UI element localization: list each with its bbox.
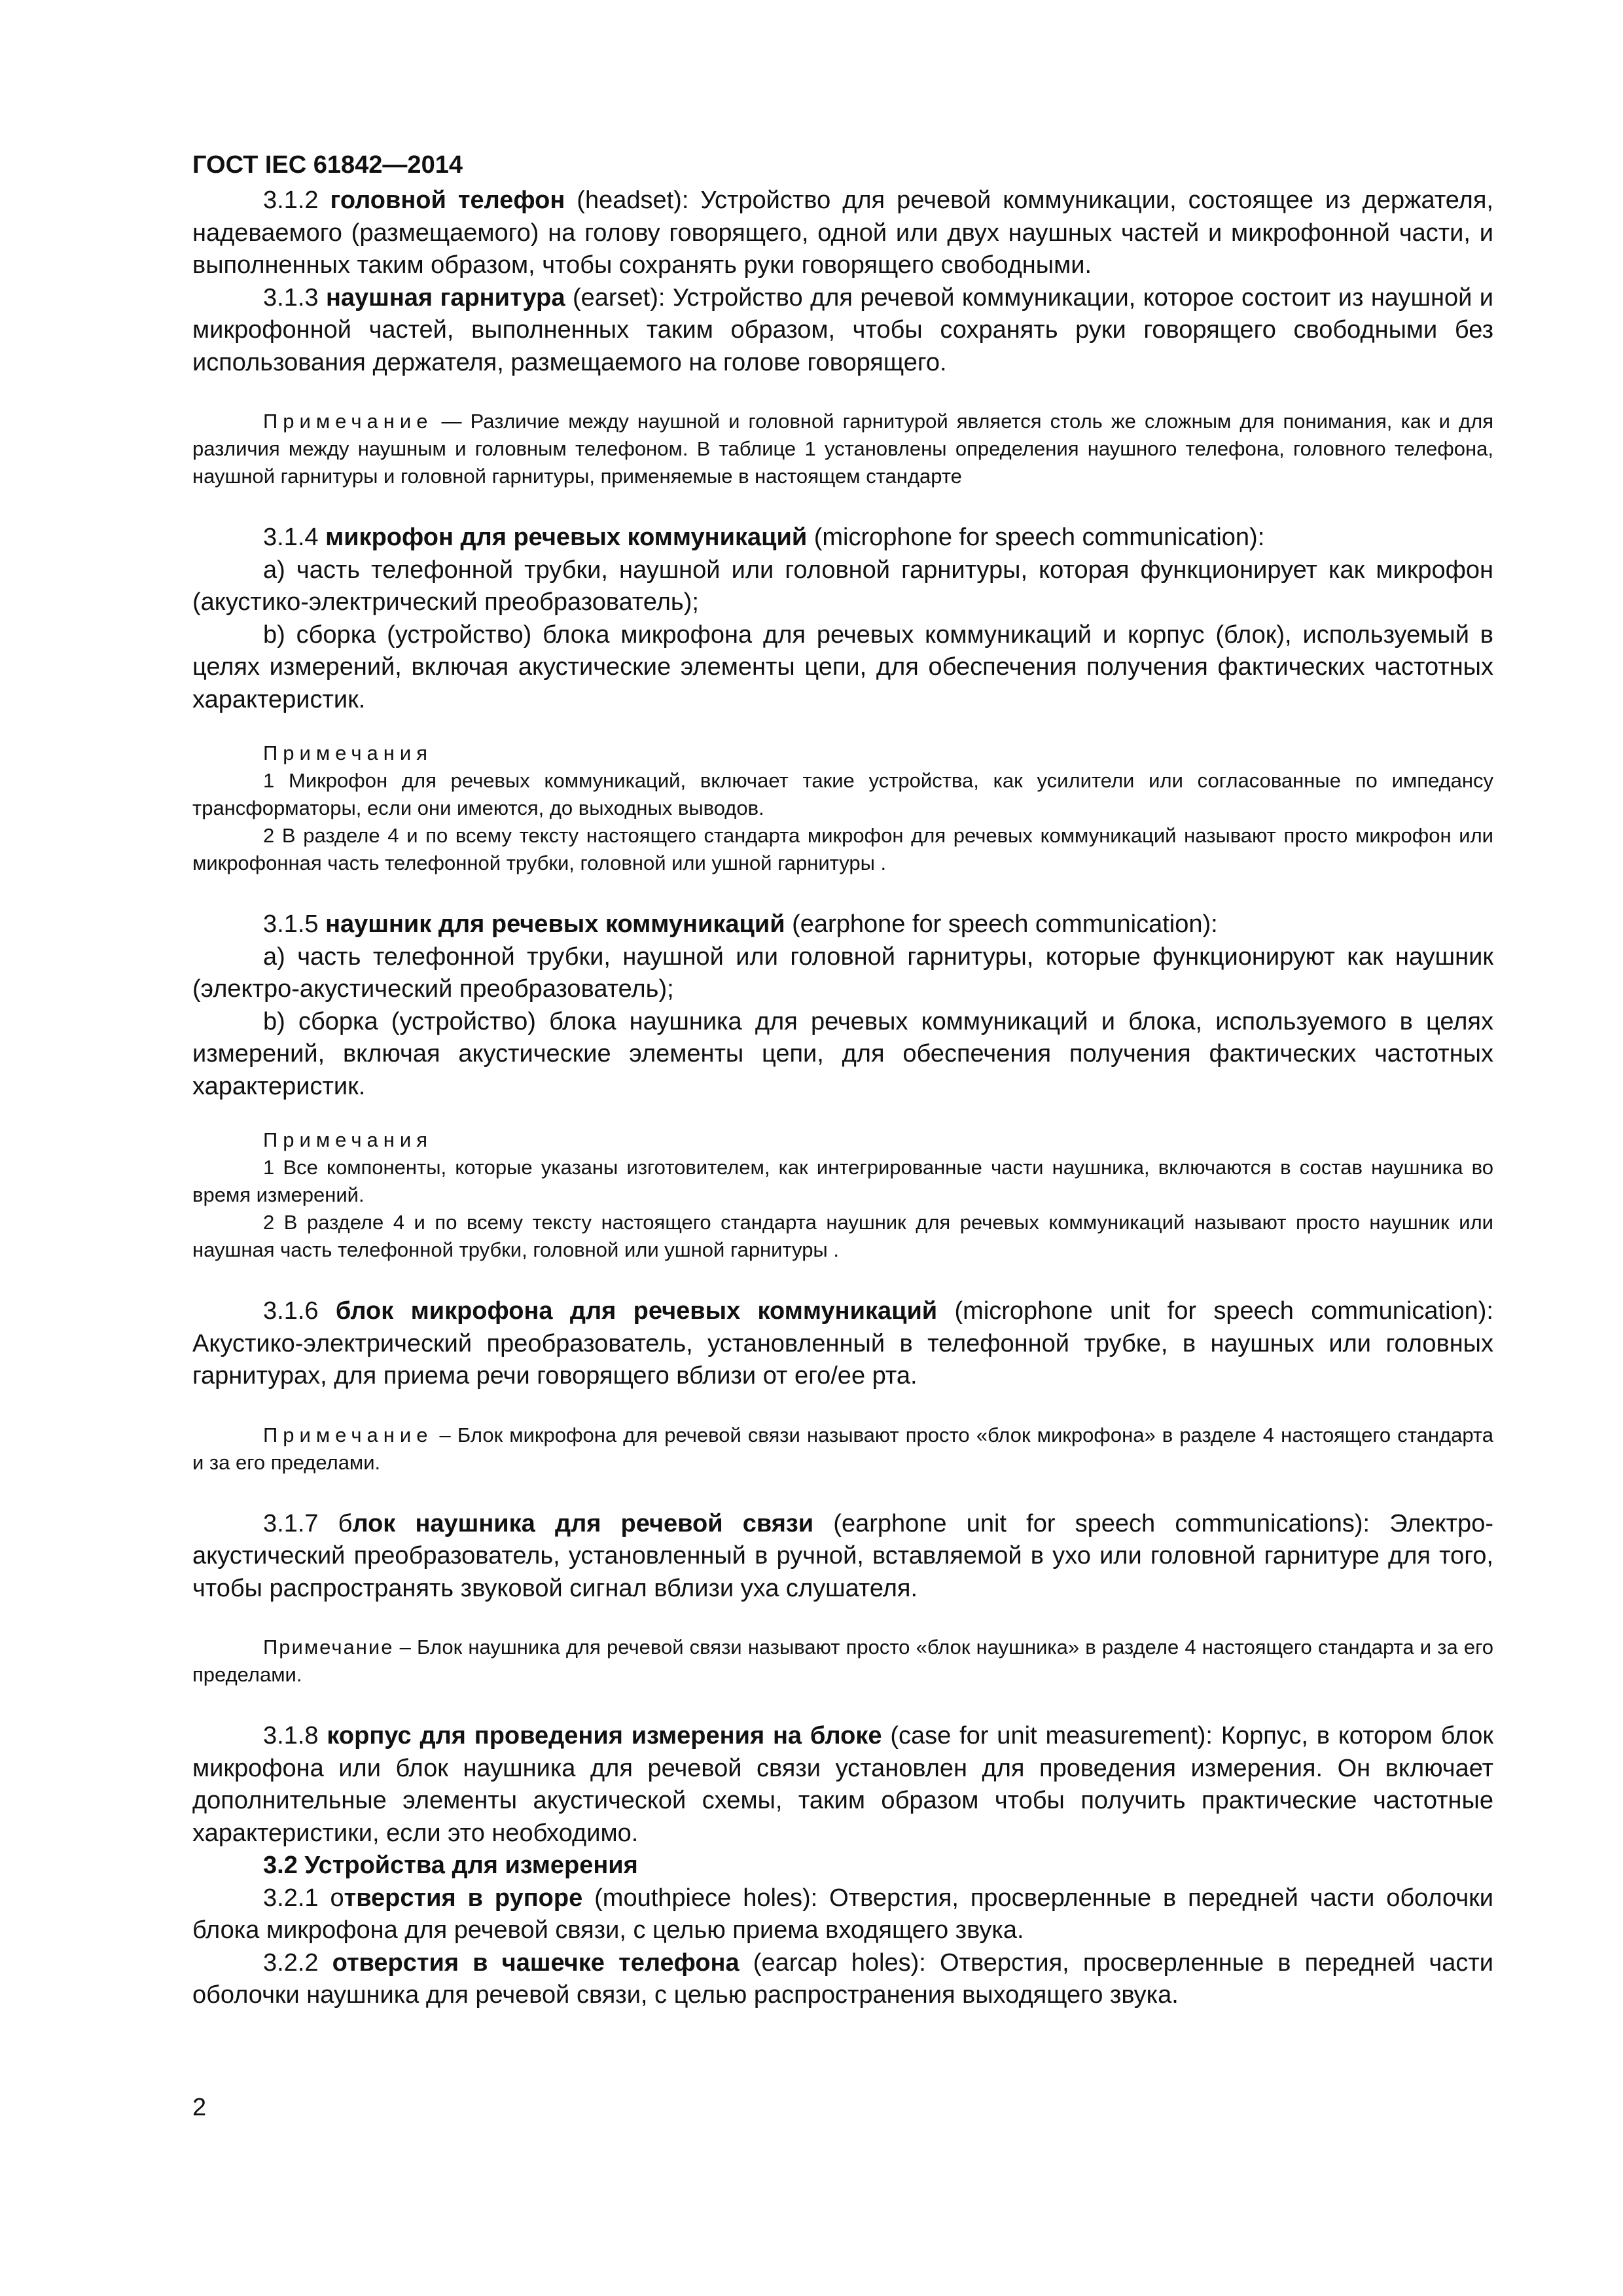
term: корпус для проведения измерения на блоке: [327, 1722, 882, 1749]
note-label: Примечание: [263, 1636, 394, 1659]
clause-3-1-2: [192, 185, 1493, 282]
clause-3-1-8: [192, 1720, 1493, 1850]
definition: (mouthpiece holes): Отверстия, просверленные в передней части оболочки блока микрофона для речевой связи, с целью приема входящего звука.: [192, 1884, 1493, 1944]
definition: (earset): Устройство для речевой коммуникации, которое состоит из наушной и микрофонной частей, выполненных таким образом, чтобы сохранять руки говорящего свободными без использования держателя, размещаемого на голове говорящего.: [192, 283, 1493, 376]
clause-number: 3.1.2: [263, 187, 330, 214]
definition: (microphone unit for speech communication): Акустико-электрический преобразователь, установленный в телефонной трубке, в наушных или головных гарнитурах, для приема речи говорящего вблизи от его/ее рта.: [192, 1297, 1493, 1390]
definition: (earphone unit for speech communications): Электро-акустический преобразователь, установленный в ручной, вставляемой в ухо или головной гарнитуре для того, чтобы распространять звуковой сигнал вблизи уха слушателя.: [192, 1509, 1493, 1602]
clause-3-2-2: [192, 1947, 1493, 2012]
clause-3-1-5: [192, 908, 1493, 941]
clause-3-1-3: [192, 282, 1493, 380]
page-number: 2: [192, 2094, 207, 2121]
clause-number: 3.1.4: [263, 524, 326, 551]
term: головной телефон: [330, 187, 565, 214]
clause-3-2-1: [192, 1882, 1493, 1947]
definition: (earcap holes): Отверстия, просверленные в передней части оболочки наушника для речевой связи, с целью распространения выходящего звука.: [192, 1948, 1494, 2009]
note-label: Примечание: [263, 1423, 433, 1446]
clause-number: 3.1.3: [263, 283, 326, 312]
note-4: [192, 1422, 1493, 1477]
definition: (headset): Устройство для речевой коммуникации, состоящее из держателя, надеваемого (размещаемого) на голову говорящего, одной или двух наушных частей и микрофонной части, и выполненных таким образом, чтобы сохранять руки говорящего свободными.: [192, 187, 1493, 279]
note-5: [192, 1634, 1493, 1689]
document-page: [192, 149, 1493, 2012]
note-1: [192, 408, 1493, 490]
clause-3-1-4: [192, 522, 1493, 554]
clause-number: 3.2.1 о: [263, 1884, 344, 1912]
notes-2-item-2: 2 В разделе 4 и по всему тексту настоящего стандарта микрофон для речевых коммуникаций называют просто микрофон или микрофонная часть телефонной трубки, головной или ушной гарнитуры .: [192, 824, 1493, 874]
note-text: – Блок микрофона для речевой связи называют просто «блок микрофона» в разделе 4 настоящего стандарта и за его пределами.: [192, 1423, 1493, 1474]
notes-3-item-1: 1 Все компоненты, которые указаны изготовителем, как интегрированные части наушника, включаются в состав наушника во время измерений.: [192, 1156, 1493, 1206]
clause-3-1-4-item-b: b) сборка (устройство) блока микрофона для речевых коммуникаций и корпус (блок), используемый в целях измерений, включая акустические элементы цепи, для обеспечения получения фактических частотных характеристик.: [192, 620, 1493, 713]
term: наушник для речевых коммуникаций: [325, 910, 785, 938]
definition: (microphone for speech communication):: [807, 524, 1265, 551]
notes-3-item-2: 2 В разделе 4 и по всему тексту настоящего стандарта наушник для речевых коммуникаций называют просто наушник или наушная часть телефонной трубки, головной или ушной гарнитуры .: [192, 1211, 1493, 1261]
clause-3-1-7: [192, 1508, 1493, 1605]
clause-number: 3.2.2: [263, 1948, 332, 1977]
section-3-2-heading: 3.2 Устройства для измерения: [263, 1852, 638, 1879]
clause-3-1-4-item-a: а) часть телефонной трубки, наушной или головной гарнитуры, которая функционирует как микрофон (акустико-электрический преобразователь);: [192, 556, 1493, 616]
clause-3-1-5-item-a: а) часть телефонной трубки, наушной или головной гарнитуры, которые функционируют как наушник (электро-акустический преобразователь);: [192, 942, 1493, 1003]
clause-number: 3.1.5: [263, 910, 326, 938]
definition: (case for unit measurement): Корпус, в котором блок микрофона или блок наушника для речевой связи установлен для проведения измерения. Он включает дополнительные элементы акустической схемы, таким образом чтобы получить практические частотные характеристики, если это необходимо.: [192, 1722, 1493, 1847]
term: отверстия в чашечке телефона: [332, 1948, 740, 1977]
definition: (earphone for speech communication):: [785, 910, 1218, 938]
document-header: ГОСТ IEC 61842—2014: [192, 151, 463, 179]
term: блок микрофона для речевых коммуникаций: [335, 1297, 938, 1325]
clause-number: 3.1.6: [263, 1297, 336, 1325]
term: лок наушника для речевой связи: [352, 1509, 814, 1537]
clause-3-1-6: [192, 1295, 1493, 1393]
note-text: — Различие между наушной и головной гарнитурой является столь же сложным для понимания, как и для различия между наушным и головным телефоном. В таблице 1 установлены определения наушного телефона, головного телефона, наушной гарнитуры и головной гарнитуры, применяемые в настоящем стандарте: [192, 410, 1493, 488]
notes-3-label: Примечания: [263, 1128, 433, 1151]
notes-2-item-1: 1 Микрофон для речевых коммуникаций, включает такие устройства, как усилители или согласованные по импедансу трансформаторы, если они имеются, до выходных выводов.: [192, 769, 1493, 819]
clause-3-1-5-item-b: b) сборка (устройство) блока наушника для речевых коммуникаций и блока, используемого в целях измерений, включая акустические элементы цепи, для обеспечения получения фактических частотных характеристик.: [192, 1007, 1493, 1100]
term: микрофон для речевых коммуникаций: [325, 524, 808, 551]
notes-2-label: Примечания: [263, 742, 433, 764]
term: тверстия в рупоре: [344, 1884, 583, 1912]
clause-number: 3.1.8: [263, 1722, 327, 1749]
clause-number: 3.1.7 б: [263, 1509, 353, 1537]
note-label: Примечание: [263, 410, 433, 433]
term: наушная гарнитура: [325, 283, 565, 312]
note-text: – Блок наушника для речевой связи называют просто «блок наушника» в разделе 4 настоящего стандарта и за его пределами.: [192, 1636, 1493, 1686]
